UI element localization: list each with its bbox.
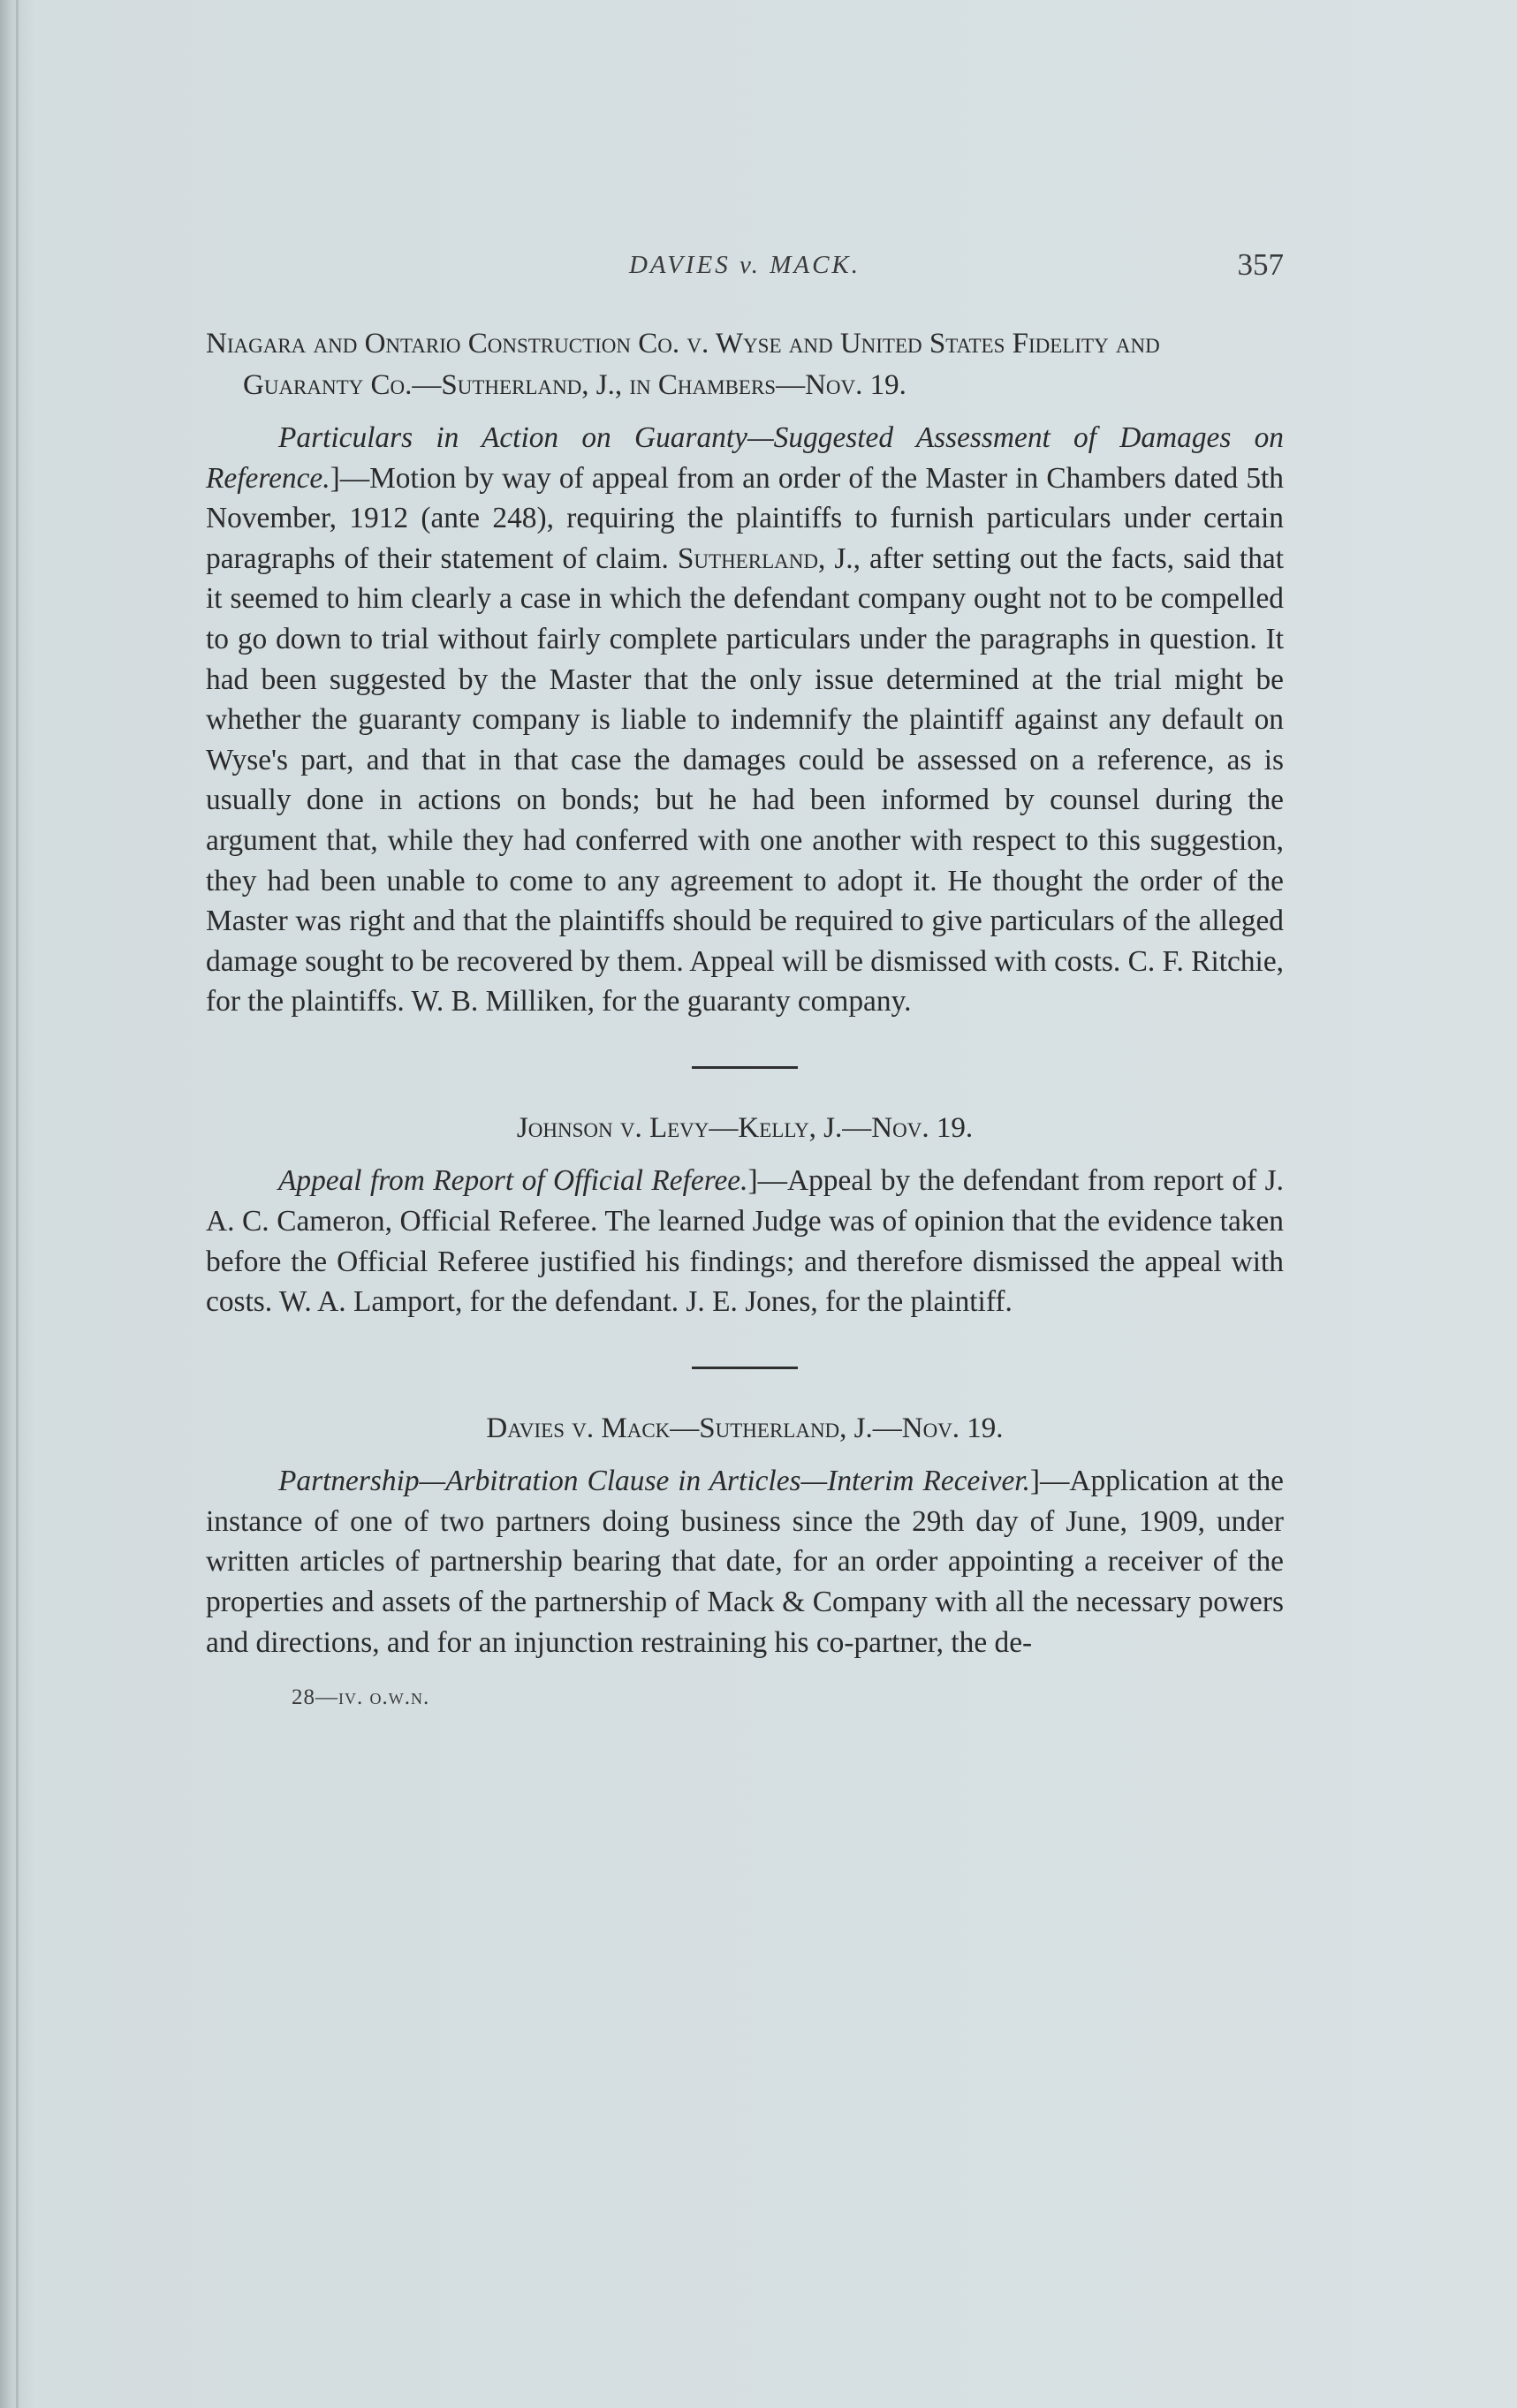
case-text-continued: , J., after setting out the facts, said that it seemed to him clearly a case in which the defendant company ought not to be compelled to go down to trial without fairly complete particulars under the paragraphs in question. It had been suggested by the Master that the only issue determined at the trial might be whether the guaranty company is liable to indemnify the plaintiff against any default on Wyse's part, and that in that case the damages could be assessed on a reference, as is usually done in actions on bonds; but he had been informed by counsel during the argument that, while they had conferred with one another with respect to this suggestion, they had been unable to come to any agreement to adopt it. He thought the order of the Master was right and that the plaintiffs should be required to give particulars of the alleged damage sought to be recovered by them. Appeal will be dismissed with costs. C. F. Ritchie, for the plaintiffs. W. B. Milliken, for the guaranty company.	[206, 541, 1284, 1018]
case-text: ]—Application at the instance of one of two partners doing business since the 29th day of June, 1909, under written articles of partnership bearing that date, for an order appointing a receiver of the properties and assets of the partnership of Mack & Company with all the necessary powers and directions, and for an injunction restraining his co-partner, the de-	[206, 1465, 1284, 1659]
page-number: 357	[1237, 247, 1284, 282]
case-paragraph	[206, 1161, 1284, 1321]
case-paragraph	[206, 418, 1284, 1022]
case-title: Niagara and Ontario Construction Co. v. Wyse and United States Fidelity and Guaranty Co.—Sutherland, J., in Chambers—Nov. 19.	[206, 328, 1160, 401]
section-rule	[692, 1367, 798, 1369]
case-text: ]—Motion by way of appeal from an order of the Master in Chambers dated 5th November, 1912 (ante 248), requiring the plaintiffs to furnish particulars under certain paragraphs of their statement of claim.	[206, 461, 1284, 575]
case-text: ]—Appeal by the defendant from report of J. A. C. Cameron, Official Referee. The learned Judge was of opinion that the evidence taken before the Official Referee justified his findings; and therefore dismissed the appeal with costs. W. A. Lamport, for the defendant. J. E. Jones, for the plaintiff.	[206, 1164, 1284, 1319]
signature-mark: 28—iv. o.w.n.	[292, 1685, 430, 1710]
running-head-title: DAVIES v. MACK.	[628, 251, 861, 279]
section-rule	[692, 1066, 798, 1069]
case-topic: Particulars in Action on Guaranty—Suggested Assessment of Damages on Reference.	[206, 421, 1284, 495]
case-topic: Partnership—Arbitration Clause in Articles—Interim Receiver.	[278, 1465, 1030, 1498]
case-title: Davies v. Mack—Sutherland, J.—Nov. 19.	[486, 1412, 1004, 1444]
running-head	[206, 239, 1284, 292]
case-title: Johnson v. Levy—Kelly, J.—Nov. 19.	[516, 1111, 974, 1144]
case-topic: Appeal from Report of Official Referee.	[278, 1164, 748, 1198]
binding-edge	[16, 0, 19, 2408]
text-column	[206, 239, 1284, 1710]
case-paragraph	[206, 1461, 1284, 1662]
judge-name: Sutherland	[677, 541, 818, 575]
